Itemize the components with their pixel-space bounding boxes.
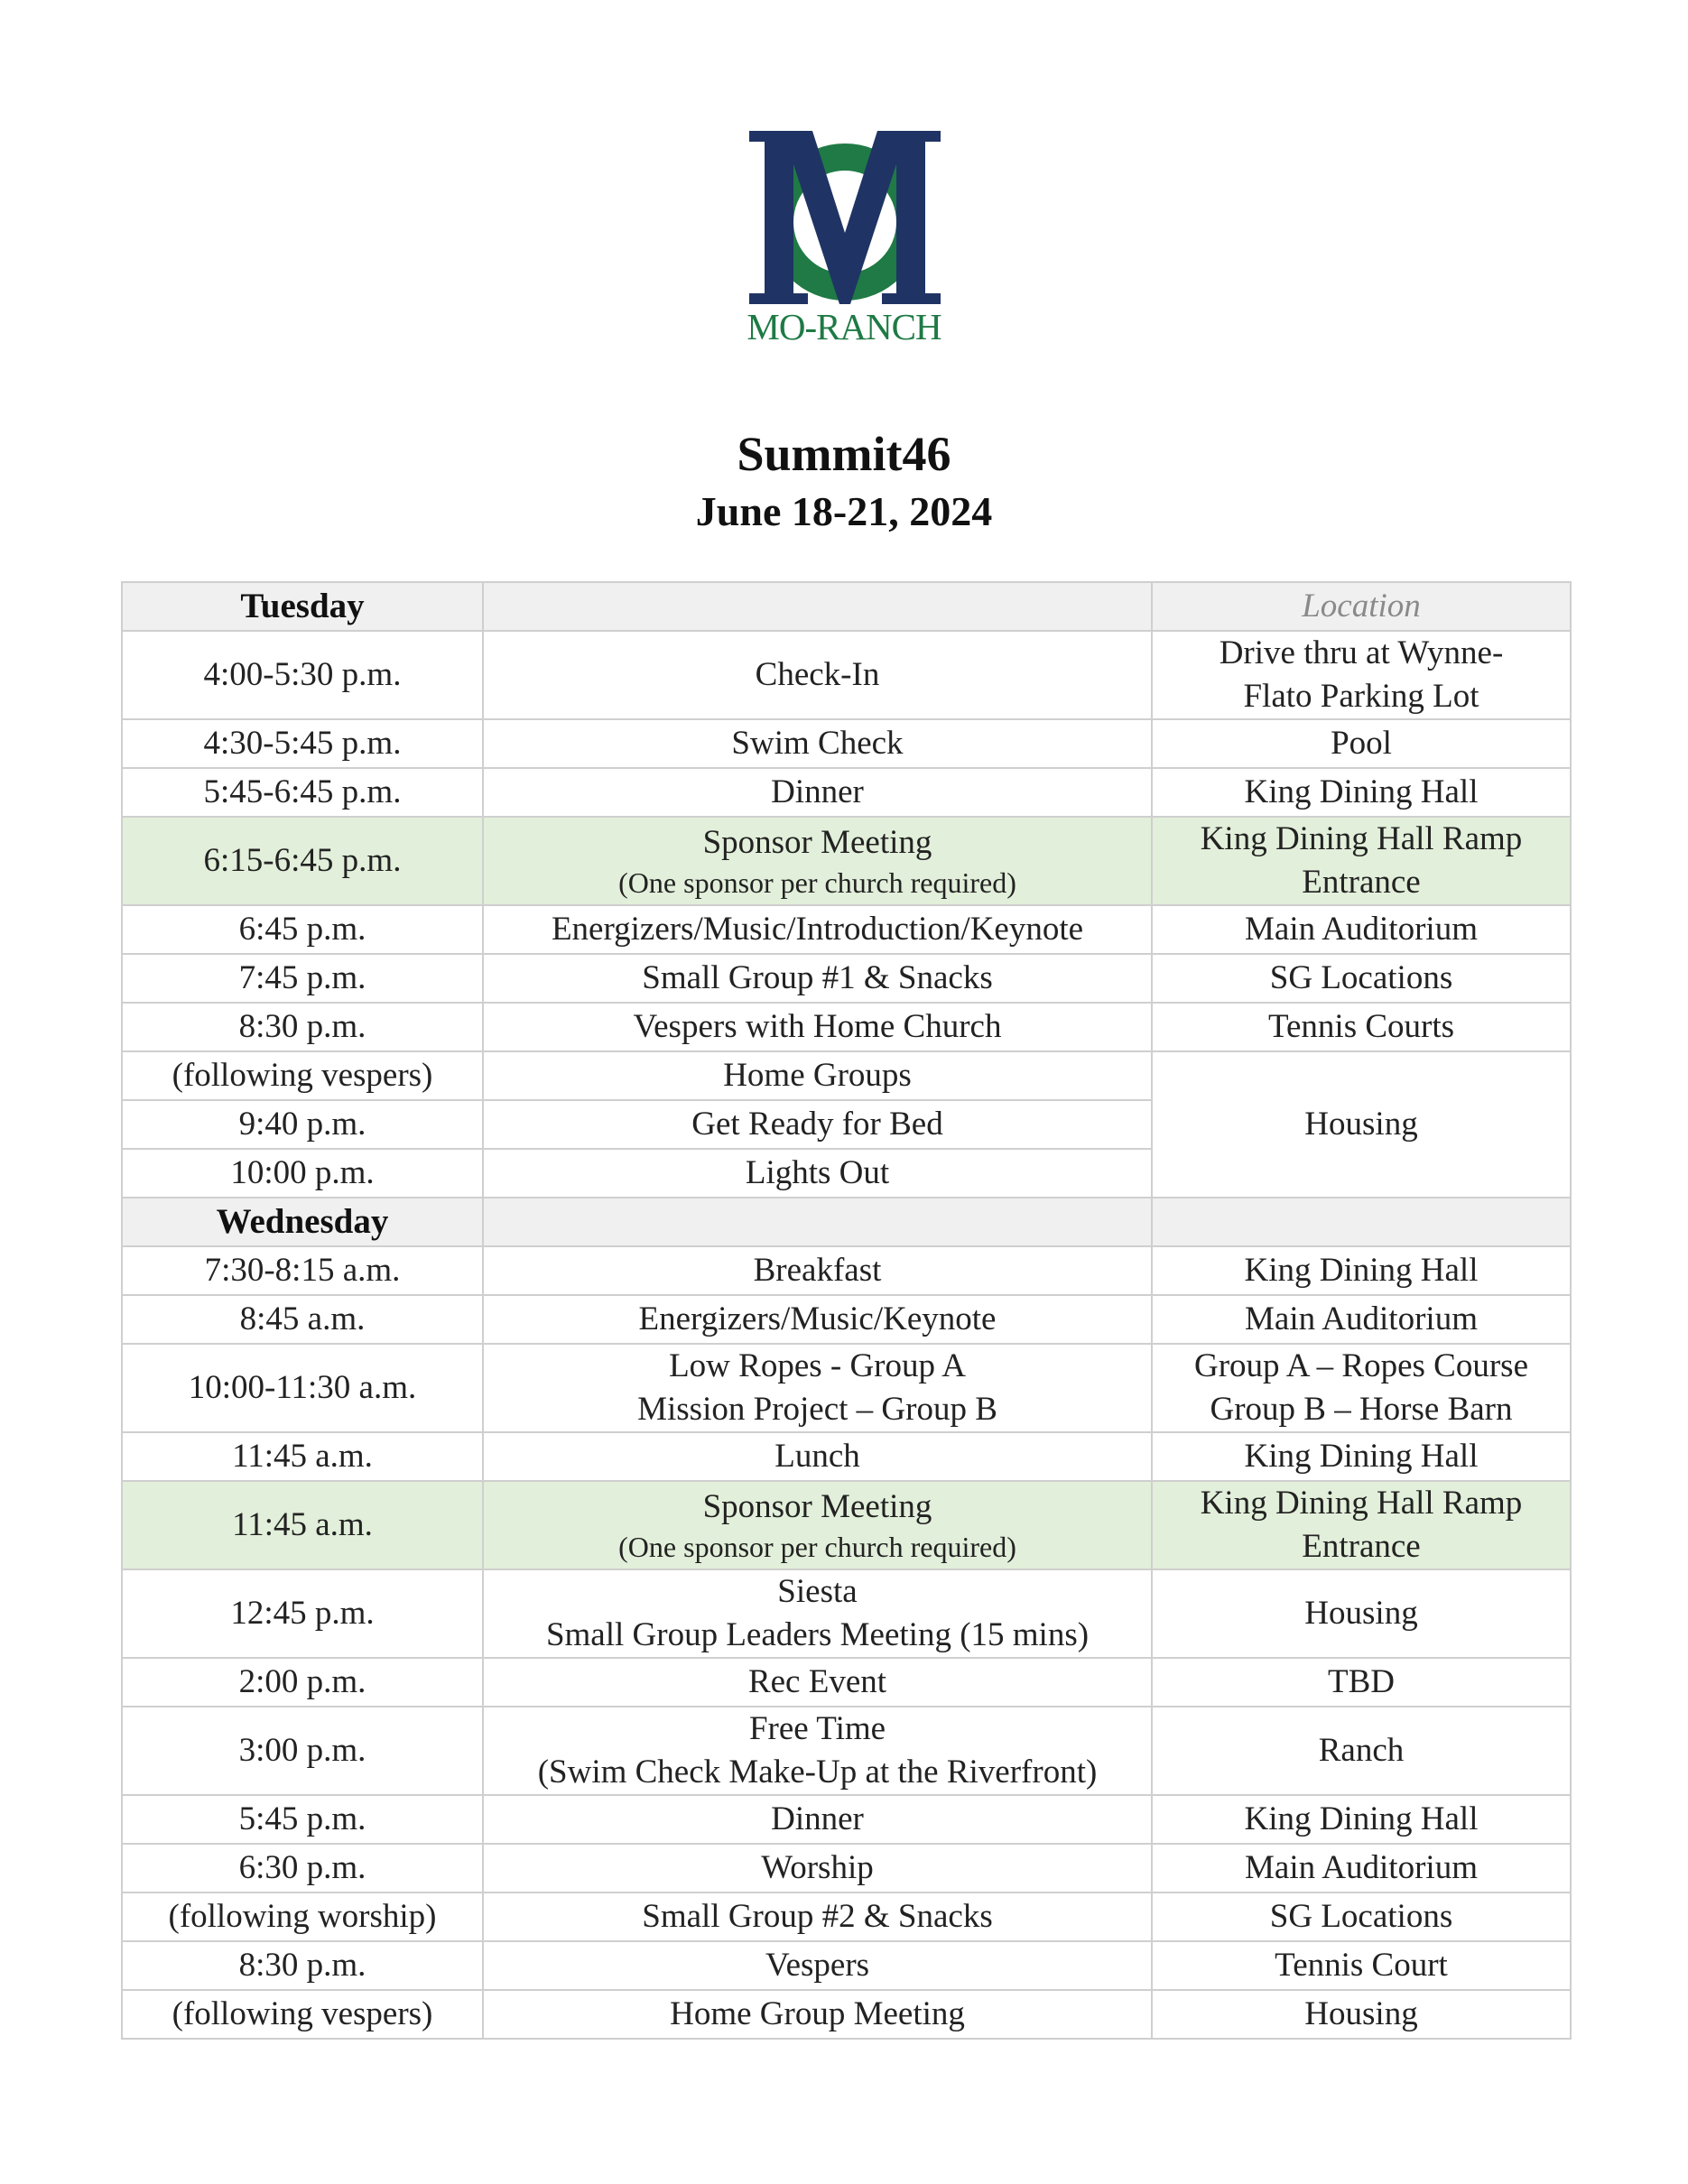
mo-ranch-logo xyxy=(740,126,948,361)
location-cell: King Dining Hall xyxy=(1152,1246,1571,1295)
table-row xyxy=(122,1892,1571,1941)
time-cell: 10:00-11:30 a.m. xyxy=(122,1344,483,1432)
time-cell: 7:30-8:15 a.m. xyxy=(122,1246,483,1295)
day-header-row xyxy=(122,582,1571,631)
location-cell: Ranch xyxy=(1152,1707,1571,1795)
location-cell xyxy=(1152,1481,1571,1569)
time-cell: 4:30-5:45 p.m. xyxy=(122,719,483,768)
location-line: King Dining Hall Ramp xyxy=(1200,820,1523,857)
time-cell: 8:45 a.m. xyxy=(122,1295,483,1344)
event-cell: Lunch xyxy=(483,1432,1152,1481)
event-title: Sponsor Meeting xyxy=(702,824,932,861)
table-row xyxy=(122,631,1571,719)
time-cell: (following vespers) xyxy=(122,1051,483,1100)
event-line: (Swim Check Make-Up at the Riverfront) xyxy=(537,1754,1098,1791)
table-row xyxy=(122,719,1571,768)
day-label: Tuesday xyxy=(122,582,483,631)
page-title: Summit46 xyxy=(737,427,951,481)
location-cell: Housing xyxy=(1152,1051,1571,1198)
location-cell: SG Locations xyxy=(1152,1892,1571,1941)
event-note: (One sponsor per church required) xyxy=(618,866,1016,899)
location-cell: Main Auditorium xyxy=(1152,1295,1571,1344)
highlighted-row xyxy=(122,817,1571,905)
location-cell: King Dining Hall xyxy=(1152,768,1571,817)
time-cell: 6:30 p.m. xyxy=(122,1844,483,1892)
location-cell: SG Locations xyxy=(1152,954,1571,1003)
event-cell xyxy=(483,1569,1152,1658)
event-cell: Lights Out xyxy=(483,1149,1152,1198)
location-cell: Main Auditorium xyxy=(1152,1844,1571,1892)
event-cell: Rec Event xyxy=(483,1658,1152,1707)
time-cell: 11:45 a.m. xyxy=(122,1432,483,1481)
event-line: Small Group Leaders Meeting (15 mins) xyxy=(545,1616,1090,1653)
table-row xyxy=(122,905,1571,954)
logo-wordmark: MO-RANCH xyxy=(747,306,941,347)
event-note: (One sponsor per church required) xyxy=(618,1531,1016,1563)
event-cell: Breakfast xyxy=(483,1246,1152,1295)
schedule-table xyxy=(121,581,1572,2040)
location-cell xyxy=(1152,631,1571,719)
time-cell: (following worship) xyxy=(122,1892,483,1941)
empty-cell xyxy=(483,582,1152,631)
table-row xyxy=(122,1003,1571,1051)
location-line: Flato Parking Lot xyxy=(1243,678,1479,715)
event-cell: Dinner xyxy=(483,768,1152,817)
event-cell xyxy=(483,817,1152,905)
empty-cell xyxy=(483,1198,1152,1246)
event-cell: Energizers/Music/Keynote xyxy=(483,1295,1152,1344)
location-cell: Housing xyxy=(1152,1990,1571,2039)
location-line: Group A – Ropes Course xyxy=(1194,1347,1528,1384)
location-cell: Main Auditorium xyxy=(1152,905,1571,954)
time-cell: 9:40 p.m. xyxy=(122,1100,483,1149)
table-row xyxy=(122,1051,1571,1100)
time-cell: 12:45 p.m. xyxy=(122,1569,483,1658)
event-cell: Small Group #2 & Snacks xyxy=(483,1892,1152,1941)
time-cell: 6:15-6:45 p.m. xyxy=(122,817,483,905)
event-cell: Energizers/Music/Introduction/Keynote xyxy=(483,905,1152,954)
table-row xyxy=(122,1295,1571,1344)
event-cell: Vespers xyxy=(483,1941,1152,1990)
event-dates: June 18-21, 2024 xyxy=(695,488,993,534)
table-row xyxy=(122,1795,1571,1844)
table-row xyxy=(122,1569,1571,1658)
location-cell xyxy=(1152,817,1571,905)
highlighted-row xyxy=(122,1481,1571,1569)
time-cell: 10:00 p.m. xyxy=(122,1149,483,1198)
location-line: King Dining Hall Ramp xyxy=(1200,1485,1523,1522)
day-header-row xyxy=(122,1198,1571,1246)
time-cell: 5:45-6:45 p.m. xyxy=(122,768,483,817)
table-row xyxy=(122,1990,1571,2039)
location-cell: Pool xyxy=(1152,719,1571,768)
event-title: Sponsor Meeting xyxy=(702,1488,932,1525)
time-cell: (following vespers) xyxy=(122,1990,483,2039)
event-cell: Home Groups xyxy=(483,1051,1152,1100)
time-cell: 5:45 p.m. xyxy=(122,1795,483,1844)
time-cell: 4:00-5:30 p.m. xyxy=(122,631,483,719)
table-row xyxy=(122,768,1571,817)
event-cell: Small Group #1 & Snacks xyxy=(483,954,1152,1003)
event-line: Mission Project – Group B xyxy=(637,1391,997,1428)
time-cell: 8:30 p.m. xyxy=(122,1941,483,1990)
mo-ranch-emblem-icon xyxy=(740,126,948,307)
empty-cell xyxy=(1152,1198,1571,1246)
location-cell: King Dining Hall xyxy=(1152,1432,1571,1481)
location-cell: TBD xyxy=(1152,1658,1571,1707)
location-cell: Tennis Courts xyxy=(1152,1003,1571,1051)
table-row xyxy=(122,1941,1571,1990)
day-label: Wednesday xyxy=(122,1198,483,1246)
table-row xyxy=(122,1432,1571,1481)
time-cell: 2:00 p.m. xyxy=(122,1658,483,1707)
time-cell: 11:45 a.m. xyxy=(122,1481,483,1569)
event-cell: Worship xyxy=(483,1844,1152,1892)
location-cell: Housing xyxy=(1152,1569,1571,1658)
table-row xyxy=(122,1707,1571,1795)
event-cell: Swim Check xyxy=(483,719,1152,768)
location-line: Drive thru at Wynne- xyxy=(1219,634,1504,671)
table-row xyxy=(122,954,1571,1003)
location-line: Entrance xyxy=(1302,864,1421,901)
event-line: Free Time xyxy=(748,1710,886,1747)
time-cell: 3:00 p.m. xyxy=(122,1707,483,1795)
event-line: Siesta xyxy=(777,1573,858,1610)
table-row xyxy=(122,1844,1571,1892)
event-cell xyxy=(483,1481,1152,1569)
event-cell: Check-In xyxy=(483,631,1152,719)
table-row xyxy=(122,1658,1571,1707)
table-row xyxy=(122,1246,1571,1295)
location-line: Entrance xyxy=(1302,1528,1421,1565)
time-cell: 7:45 p.m. xyxy=(122,954,483,1003)
event-line: Low Ropes - Group A xyxy=(669,1347,966,1384)
location-line: Group B – Horse Barn xyxy=(1210,1391,1513,1428)
event-cell: Home Group Meeting xyxy=(483,1990,1152,2039)
location-header: Location xyxy=(1152,582,1571,631)
location-cell xyxy=(1152,1344,1571,1432)
event-cell: Dinner xyxy=(483,1795,1152,1844)
location-cell: Tennis Court xyxy=(1152,1941,1571,1990)
event-cell xyxy=(483,1344,1152,1432)
event-cell xyxy=(483,1707,1152,1795)
table-row xyxy=(122,1344,1571,1432)
event-cell: Vespers with Home Church xyxy=(483,1003,1152,1051)
time-cell: 8:30 p.m. xyxy=(122,1003,483,1051)
location-cell: King Dining Hall xyxy=(1152,1795,1571,1844)
event-cell: Get Ready for Bed xyxy=(483,1100,1152,1149)
time-cell: 6:45 p.m. xyxy=(122,905,483,954)
